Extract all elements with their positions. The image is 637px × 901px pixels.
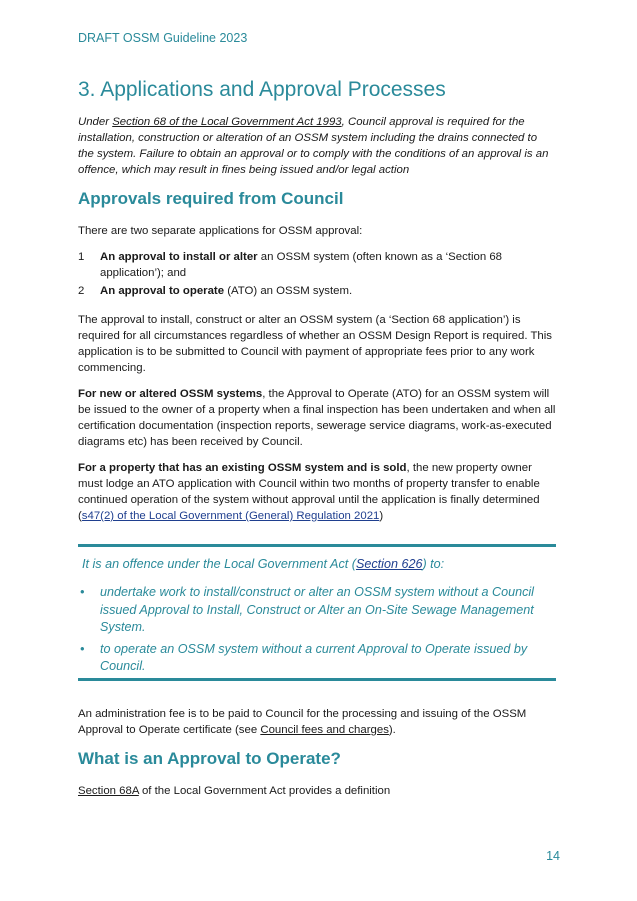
list-item: • to operate an OSSM system without a current Approval to Operate issued by Council.	[80, 641, 528, 673]
new-systems-paragraph: For new or altered OSSM systems, the Approval to Operate (ATO) for an OSSM system will be issued to the owner of a property when a final inspection has been undertaken and when all certification documentation (inspection reports, sewerage service diagrams, work-as-executed diagrams etc) has been received by Council.	[78, 388, 556, 448]
fees-and-charges-link[interactable]: Council fees and charges	[260, 724, 389, 736]
bullet-icon: •	[80, 641, 85, 656]
callout-lead: It is an offence under the Local Government Act (Section 626) to:	[82, 557, 445, 571]
callout-bottom-rule	[78, 678, 556, 681]
section-title: 3. Applications and Approval Processes	[78, 78, 446, 101]
approvals-lead: There are two separate applications for OSSM approval:	[78, 225, 363, 237]
offence-callout	[78, 544, 556, 681]
fee-paragraph: An administration fee is to be paid to Council for the processing and issuing of the OSSM Approval to Operate certificate (see Council fees and charges).	[78, 708, 527, 736]
approvals-heading: Approvals required from Council	[78, 189, 344, 208]
intro-paragraph: Under Section 68 of the Local Government Act 1993, Council approval is required for the installation, construction or alteration of an OSSM system including the drains connected to the system. Failure to obtain an approval or to comply with the conditions of an approval is an offence, which may result in fines being issued and/or legal action	[78, 116, 549, 176]
list-item: 2 An approval to operate (ATO) an OSSM system.	[78, 285, 353, 297]
ato-definition-paragraph: Section 68A of the Local Government Act provides a definition	[78, 785, 391, 797]
offence-bullets	[78, 584, 556, 680]
list-item: • undertake work to install/construct or alter an OSSM system without a Council issued Approval to Install, Construct or Alter an On-Site Sewage Management System.	[80, 585, 534, 634]
install-approval-paragraph: The approval to install, construct or alter an OSSM system (a ‘Section 68 application’) is required for all circumstances regardless of whether an OSSM Design Report is required. This application is to be submitted to Council with payment of appropriate fees prior to any work commencing.	[78, 314, 552, 374]
section-68a-link[interactable]: Section 68A	[78, 785, 139, 797]
callout-top-rule	[78, 544, 556, 547]
section-68-link[interactable]: Section 68 of the Local Government Act 1993	[112, 116, 342, 128]
approval-types-list	[78, 249, 556, 301]
existing-system-paragraph: For a property that has an existing OSSM system and is sold, the new property owner must lodge an ATO application with Council within two months of property transfer to enable continued operation of the system without approval until the application is finally determined (s47(2) of the Local Government (General) Regulation 2021)	[78, 462, 540, 522]
running-header: DRAFT OSSM Guideline 2023	[78, 31, 248, 45]
regulation-link[interactable]: s47(2) of the Local Government (General) Regulation 2021	[81, 510, 380, 522]
ato-heading: What is an Approval to Operate?	[78, 749, 341, 768]
section-626-link[interactable]: Section 626	[355, 557, 423, 571]
page-number: 14	[546, 849, 560, 863]
bullet-icon: •	[80, 585, 85, 599]
list-item: 1 An approval to install or alter an OSSM system (often known as a ‘Section 68 application’); and	[78, 251, 502, 279]
